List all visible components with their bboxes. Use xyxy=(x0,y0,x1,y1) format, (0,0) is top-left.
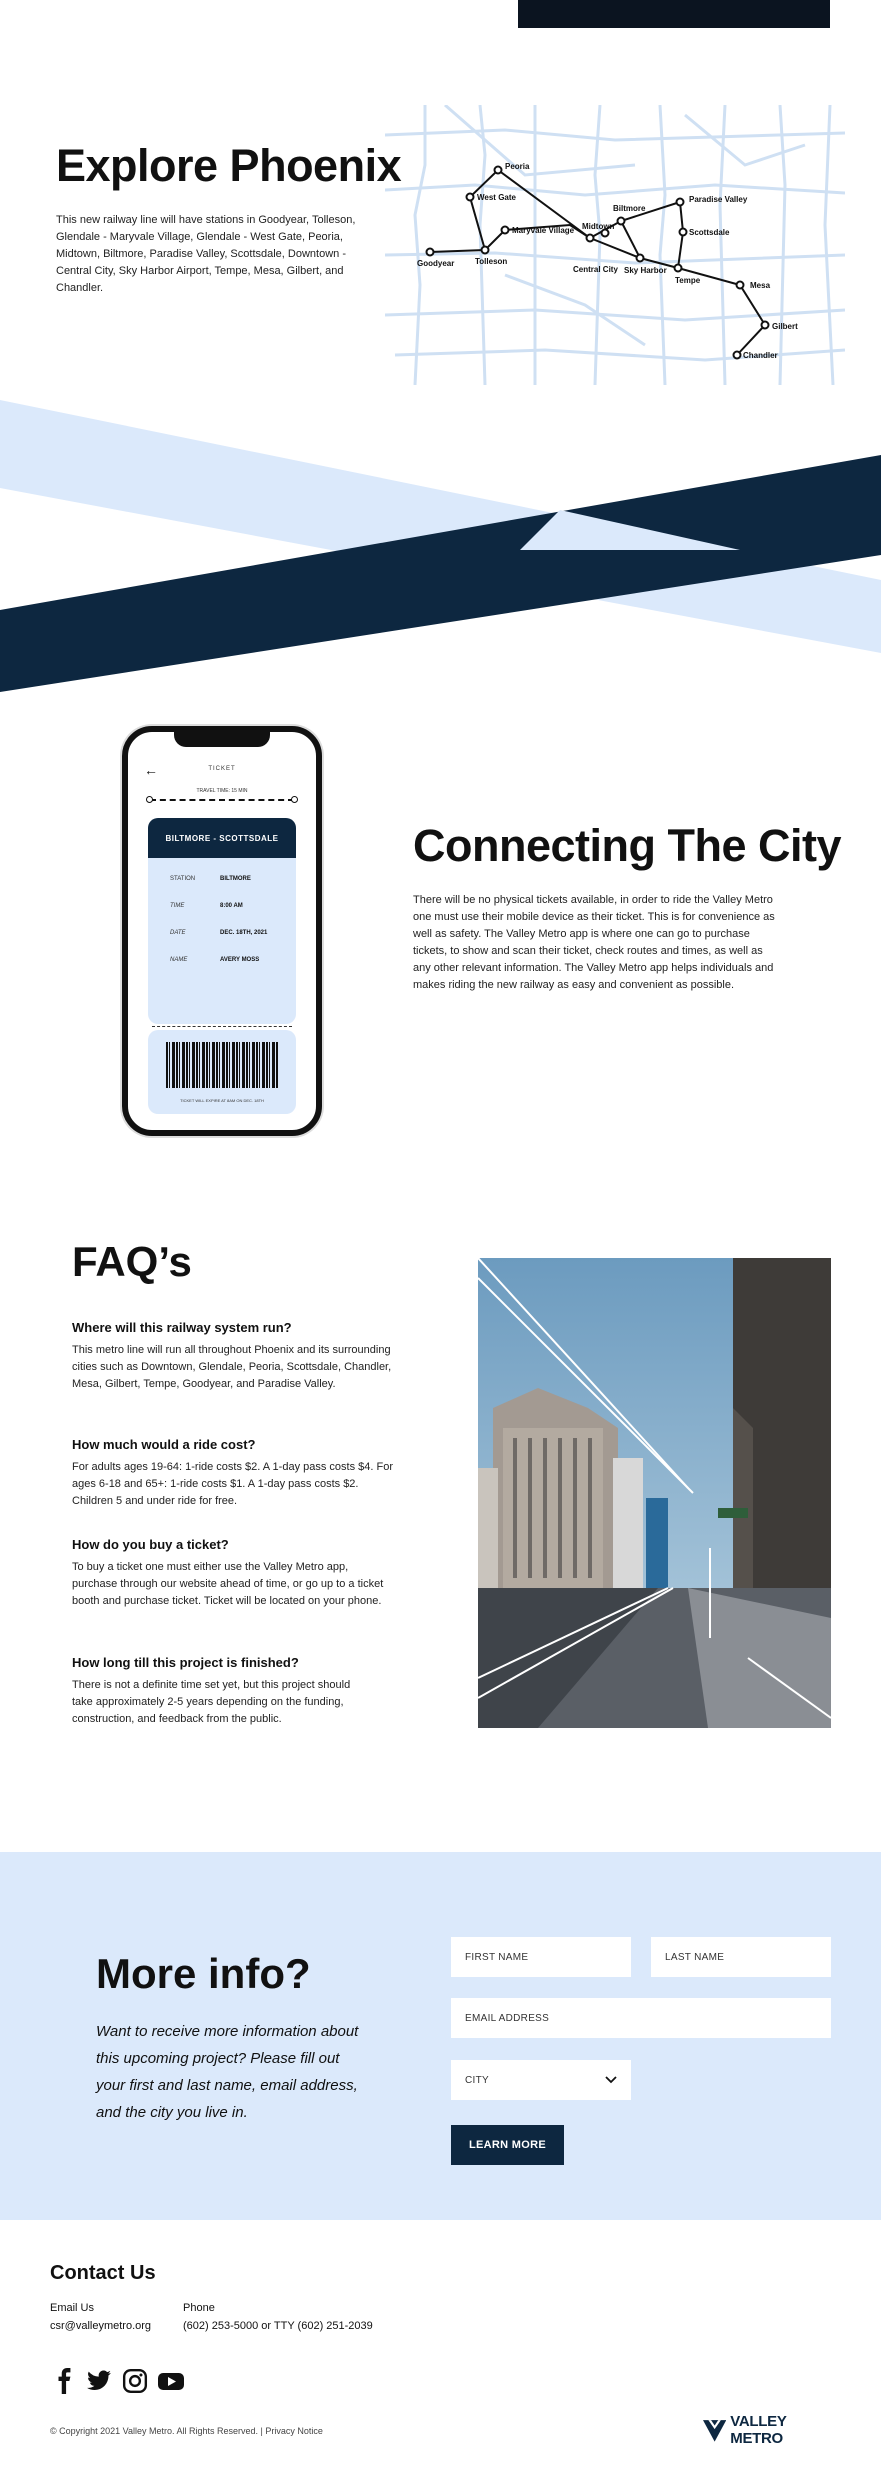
explore-description: This new railway line will have stations in Goodyear, Tolleson, Glendale - Maryvale Village, Glendale - West Gate, Peoria, Midtown, Biltmore, Paradise Valley, Scottsdale, Downtown - Central City, Sky Harbor Airport, Tempe, Mesa, Gilbert, and Chandler. xyxy=(56,214,356,294)
railway-map xyxy=(385,105,845,385)
barcode xyxy=(166,1042,278,1088)
station-gilbert: Gilbert xyxy=(772,322,798,331)
ticket-route: BILTMORE - SCOTTSDALE xyxy=(165,833,279,843)
station-biltmore: Biltmore xyxy=(613,204,646,213)
contact-title: Contact Us xyxy=(50,2262,156,2284)
station-tempe: Tempe xyxy=(675,276,701,285)
station-sky-harbor: Sky Harbor xyxy=(624,266,667,275)
faq-answer: To buy a ticket one must either use the Valley Metro app, purchase through our website ahead of time, or go up to a ticket booth and purchase ticket. Ticket will be located on your phone. xyxy=(72,1561,384,1607)
row-label: TIME xyxy=(170,903,185,909)
barcode-card xyxy=(148,1030,296,1114)
valley-metro-logo-icon xyxy=(703,2417,726,2443)
valley-metro-logo[interactable] xyxy=(703,2413,831,2447)
faq-question: Where will this railway system run? xyxy=(72,1320,292,1335)
city-select-label: CITY xyxy=(465,2074,489,2086)
phone-number[interactable]: (602) 253-5000 or TTY (602) 251-2039 xyxy=(183,2320,373,2332)
faq-question: How much would a ride cost? xyxy=(72,1437,256,1452)
faq-answer: For adults ages 19-64: 1-ride costs $2. A 1-day pass costs $4. For ages 6-18 and 65+: 1-ride costs $1. A 1-day pass costs $2. Children 5 and under ride for free. xyxy=(72,1461,393,1507)
faq-question: How long till this project is finished? xyxy=(72,1655,299,1670)
header-image xyxy=(518,0,830,28)
ticket-header: TICKET xyxy=(208,766,236,772)
email-label: Email Us xyxy=(50,2302,95,2314)
station-central-city: Central City xyxy=(573,265,618,274)
station-maryvale: Maryvale Village xyxy=(512,226,575,235)
station-midtown: Midtown xyxy=(582,222,615,231)
row-value: BILTMORE xyxy=(220,876,251,882)
decorative-band xyxy=(0,400,881,700)
faq-answer: This metro line will run all throughout Phoenix and its surrounding cities such as Downtown, Glendale, Peoria, Scottsdale, Chandler, Mesa, Gilbert, Tempe, Goodyear, and Paradise Valley. xyxy=(72,1344,392,1390)
twitter-icon[interactable] xyxy=(86,2368,112,2394)
row-value: DEC. 18TH, 2021 xyxy=(220,930,268,936)
more-info-title: More info? xyxy=(96,1950,311,1997)
travel-time: TRAVEL TIME: 15 MIN xyxy=(196,788,248,794)
station-scottsdale: Scottsdale xyxy=(689,228,730,237)
faq-title: FAQ’s xyxy=(72,1238,192,1285)
station-west-gate: West Gate xyxy=(477,193,516,202)
last-name-input[interactable]: LAST NAME xyxy=(651,1937,831,1977)
youtube-icon[interactable] xyxy=(157,2368,185,2394)
row-label: DATE xyxy=(170,930,186,936)
chevron-down-icon xyxy=(605,2076,617,2084)
station-paradise-valley: Paradise Valley xyxy=(689,195,748,204)
email-link[interactable]: csr@valleymetro.org xyxy=(50,2320,152,2332)
station-chandler: Chandler xyxy=(743,351,778,360)
connecting-description: There will be no physical tickets available, in order to ride the Valley Metro one must use their mobile device as their ticket. This is for convenience as well as safety. The Valley Metro app is where one can go to purchase tickets, to show and scan their ticket, check routes and times, as well as any other relevant information. The Valley Metro app helps individuals and makes riding the new railway as easy and convenient as possible. xyxy=(413,894,775,991)
city-street-photo xyxy=(478,1258,831,1728)
station-goodyear: Goodyear xyxy=(417,259,455,268)
connecting-title: Connecting The City xyxy=(413,820,841,871)
station-mesa: Mesa xyxy=(750,281,771,290)
phone-mockup xyxy=(122,726,322,1136)
first-name-input[interactable]: FIRST NAME xyxy=(451,1937,631,1977)
row-label: STATION xyxy=(170,876,196,882)
copyright: © Copyright 2021 Valley Metro. All Rights Reserved. | Privacy Notice xyxy=(50,2426,323,2436)
back-arrow-icon[interactable]: ← xyxy=(144,762,158,778)
city-select[interactable] xyxy=(451,2060,631,2100)
station-tolleson: Tolleson xyxy=(475,257,508,266)
faq-answer: There is not a definite time set yet, but this project should take approximately 2-5 years depending on the funding, construction, and feedback from the public. xyxy=(72,1679,351,1725)
row-value: AVERY MOSS xyxy=(220,957,260,963)
row-value: 8:00 AM xyxy=(220,903,243,909)
email-input[interactable]: EMAIL ADDRESS xyxy=(451,1998,831,2038)
ticket-expiry: TICKET WILL EXPIRE AT 8AM ON DEC. 18TH xyxy=(180,1098,264,1103)
phone-label: Phone xyxy=(183,2302,215,2314)
logo-text: VALLEY METRO xyxy=(730,2413,787,2447)
learn-more-button[interactable]: LEARN MORE xyxy=(451,2125,564,2165)
row-label: NAME xyxy=(170,957,188,963)
more-info-description: Want to receive more information about this upcoming project? Please fill out your first and last name, email address, and the city you live in. xyxy=(96,2023,359,2121)
explore-title: Explore Phoenix xyxy=(56,140,402,191)
instagram-icon[interactable] xyxy=(122,2368,148,2394)
facebook-icon[interactable] xyxy=(52,2368,78,2394)
faq-question: How do you buy a ticket? xyxy=(72,1537,229,1552)
station-peoria: Peoria xyxy=(505,162,530,171)
ticket-card xyxy=(148,818,296,1024)
